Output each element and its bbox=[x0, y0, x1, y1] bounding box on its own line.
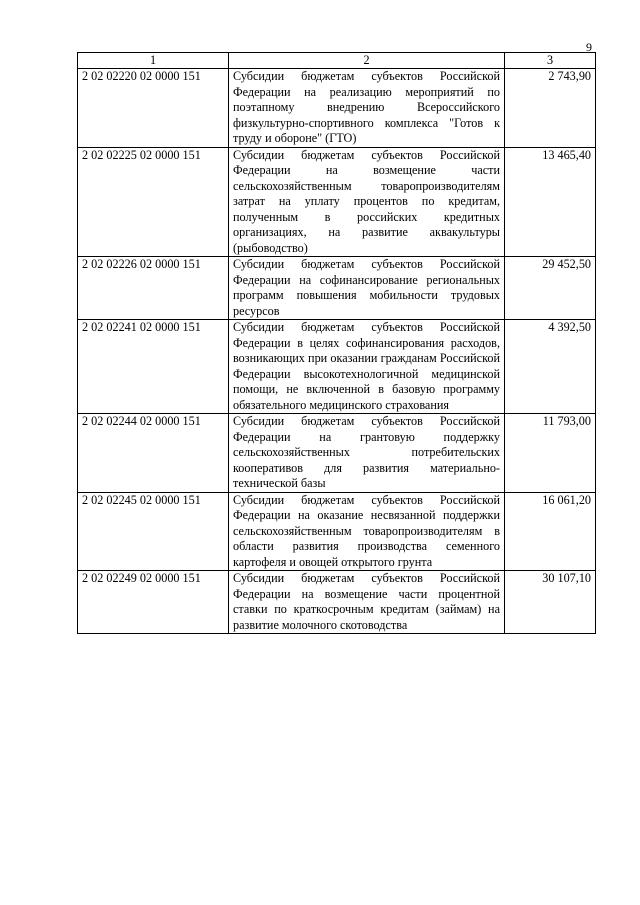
budget-code: 2 02 02226 02 0000 151 bbox=[78, 257, 229, 320]
column-header-1: 1 bbox=[78, 53, 229, 69]
budget-description: Субсидии бюджетам субъектов Российской Федерации на грантовую поддержку сельскохозяйственных потребительских кооперативов для развития материально-технической базы bbox=[229, 414, 505, 493]
budget-amount: 16 061,20 bbox=[505, 492, 596, 571]
budget-code: 2 02 02225 02 0000 151 bbox=[78, 147, 229, 257]
table-row bbox=[78, 571, 596, 634]
table-row bbox=[78, 320, 596, 414]
table-row bbox=[78, 69, 596, 148]
table-row bbox=[78, 257, 596, 320]
budget-code: 2 02 02241 02 0000 151 bbox=[78, 320, 229, 414]
budget-amount: 13 465,40 bbox=[505, 147, 596, 257]
column-header-2: 2 bbox=[229, 53, 505, 69]
budget-amount: 2 743,90 bbox=[505, 69, 596, 148]
table-row bbox=[78, 492, 596, 571]
column-header-3: 3 bbox=[505, 53, 596, 69]
budget-description: Субсидии бюджетам субъектов Российской Федерации на оказание несвязанной поддержки сельскохозяйственным товаропроизводителям в области развития производства семенного картофеля и овощей открытого грунта bbox=[229, 492, 505, 571]
budget-description: Субсидии бюджетам субъектов Российской Федерации на реализацию мероприятий по поэтапному внедрению Всероссийского физкультурно-спортивного комплекса "Готов к труду и обороне" (ГТО) bbox=[229, 69, 505, 148]
table-header-row bbox=[78, 53, 596, 69]
budget-code: 2 02 02245 02 0000 151 bbox=[78, 492, 229, 571]
budget-table bbox=[77, 52, 596, 634]
budget-description: Субсидии бюджетам субъектов Российской Федерации на возмещение части сельскохозяйственным товаропроизводителям затрат на уплату процентов по кредитам, полученным в российских кредитных организациях, на развитие аквакультуры (рыбоводство) bbox=[229, 147, 505, 257]
budget-description: Субсидии бюджетам субъектов Российской Федерации на софинансирование региональных программ повышения мобильности трудовых ресурсов bbox=[229, 257, 505, 320]
budget-code: 2 02 02249 02 0000 151 bbox=[78, 571, 229, 634]
budget-code: 2 02 02244 02 0000 151 bbox=[78, 414, 229, 493]
budget-code: 2 02 02220 02 0000 151 bbox=[78, 69, 229, 148]
budget-amount: 29 452,50 bbox=[505, 257, 596, 320]
table-row bbox=[78, 147, 596, 257]
budget-amount: 30 107,10 bbox=[505, 571, 596, 634]
budget-amount: 4 392,50 bbox=[505, 320, 596, 414]
budget-description: Субсидии бюджетам субъектов Российской Федерации на возмещение части процентной ставки по краткосрочным кредитам (займам) на развитие молочного скотоводства bbox=[229, 571, 505, 634]
page-number: 9 bbox=[586, 40, 592, 54]
budget-amount: 11 793,00 bbox=[505, 414, 596, 493]
table-row bbox=[78, 414, 596, 493]
budget-description: Субсидии бюджетам субъектов Российской Федерации в целях софинансирования расходов, возникающих при оказании гражданам Российской Федерации высокотехнологичной медицинской помощи, не включенной в базовую программу обязательного медицинского страхования bbox=[229, 320, 505, 414]
